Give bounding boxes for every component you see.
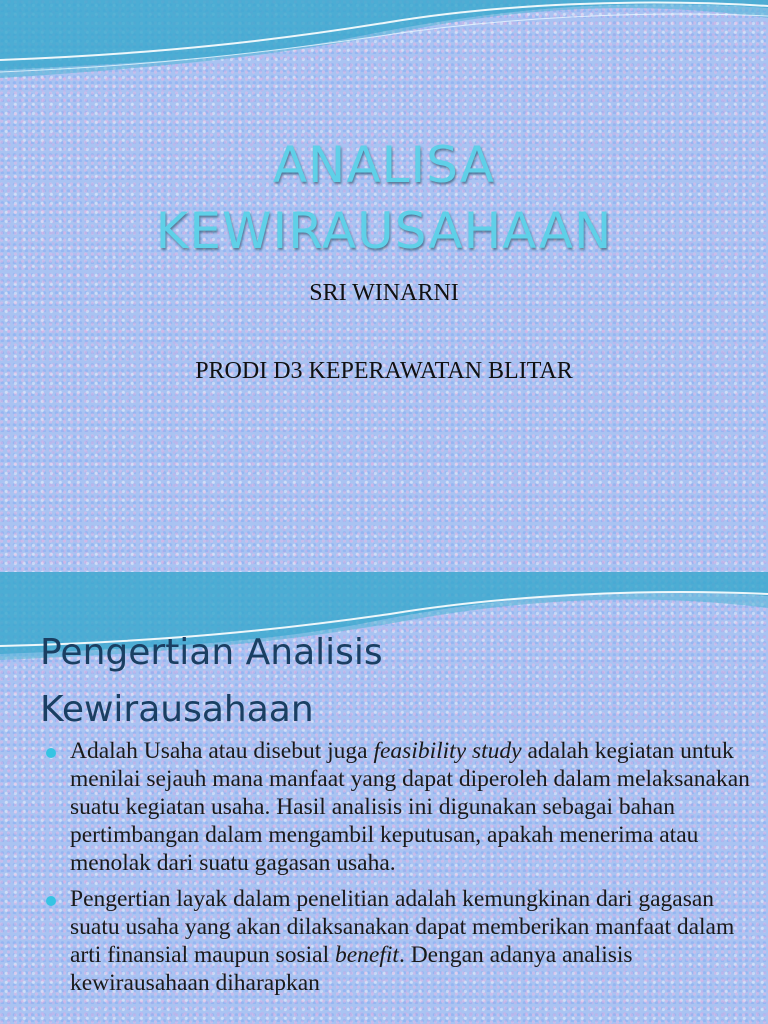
- bullet-list: [40, 737, 760, 1005]
- slide-definition: [0, 572, 768, 1024]
- section-heading-line1: Pengertian Analisis: [40, 632, 383, 673]
- author-name: SRI WINARNI: [309, 280, 459, 306]
- bullet-text: adalah kegiatan untuk menilai sejauh mana manfaat yang dapat diperoleh dalam melaksanakan suatu kegiatan usaha. Hasil analisis ini digunakan sebagai bahan pertimbangan dalam mengambil keputusan, apakah menerima atau menolak dari suatu gagasan usaha.: [70, 738, 750, 876]
- bullet-text: Adalah Usaha atau disebut juga: [70, 738, 374, 764]
- wave-decoration: [0, 0, 768, 90]
- bullet-text: Pengertian layak dalam penelitian adalah kemungkinan dari gagasan suatu usaha yang akan dilaksanakan dapat memberikan manfaat dalam arti finansial maupun sosial: [70, 886, 735, 968]
- institution-name: PRODI D3 KEPERAWATAN BLITAR: [195, 358, 573, 384]
- bullet-dot-icon: [46, 748, 56, 758]
- bullet-italic: feasibility study: [373, 738, 522, 764]
- section-heading: [40, 624, 383, 738]
- bullet-italic: benefit: [334, 942, 399, 968]
- bullet-item: [40, 737, 760, 877]
- slide-title-line1: ANALISA: [272, 136, 496, 194]
- bullet-item: [40, 885, 760, 997]
- section-heading-line2: Kewirausahaan: [40, 689, 314, 730]
- bullet-dot-icon: [46, 896, 56, 906]
- bullet-text: . Dengan adanya analisis kewirausahaan diharapkan: [70, 942, 633, 996]
- slide-title-line2: KEWIRAUSAHAAN: [155, 202, 613, 260]
